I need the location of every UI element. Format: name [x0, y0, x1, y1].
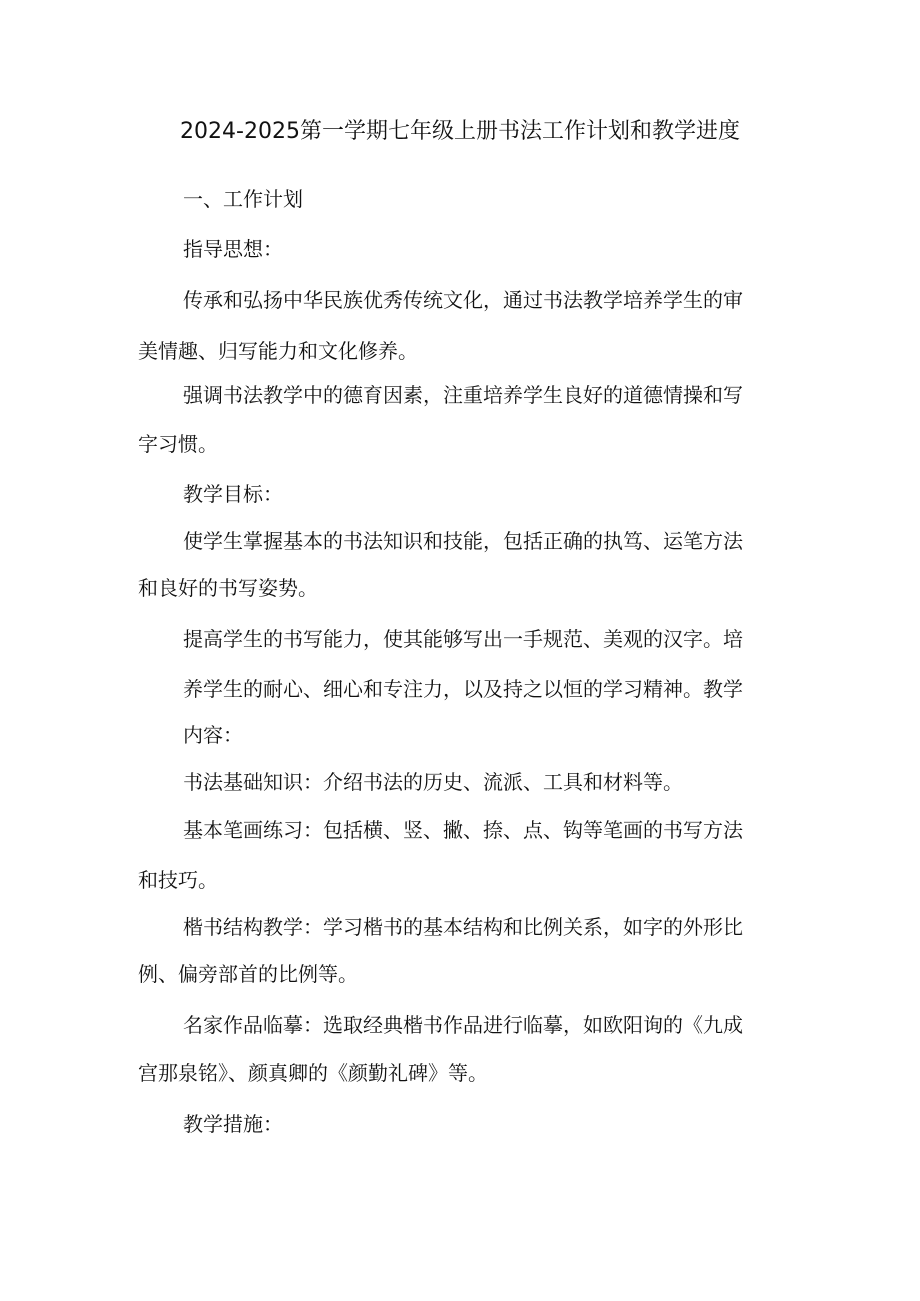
subheading-teaching-goals: 教学目标： — [183, 482, 283, 506]
subheading-teaching-measures: 教学措施： — [183, 1112, 283, 1136]
section-heading-work-plan: 一、工作计划 — [183, 187, 303, 211]
paragraph-line: 强调书法教学中的德育因素，注重培养学生良好的道德情操和写 — [183, 383, 743, 407]
paragraph-line: 书法基础知识：介绍书法的历史、流派、工具和材料等。 — [183, 770, 683, 794]
paragraph-line: 楷书结构教学：学习楷书的基本结构和比例关系，如字的外形比 — [183, 915, 743, 939]
paragraph-line: 名家作品临摹：选取经典楷书作品进行临摹，如欧阳询的《九成 — [183, 1013, 743, 1037]
paragraph-line: 字习惯。 — [138, 432, 218, 456]
paragraph-line: 例、偏旁部首的比例等。 — [138, 962, 358, 986]
subheading-guiding-ideology: 指导思想： — [183, 237, 283, 261]
paragraph-line: 宫那泉铭》、颜真卿的《颜勤礼碑》等。 — [138, 1061, 488, 1085]
paragraph-line: 传承和弘扬中华民族优秀传统文化，通过书法教学培养学生的审 — [183, 288, 743, 312]
paragraph-line: 基本笔画练习：包括横、竖、撇、捺、点、钩等笔画的书写方法 — [183, 818, 743, 842]
paragraph-line: 提高学生的书写能力，使其能够写出一手规范、美观的汉字。培 — [183, 627, 743, 651]
paragraph-line: 养学生的耐心、细心和专注力，以及持之以恒的学习精神。教学 — [183, 677, 743, 701]
paragraph-line: 和良好的书写姿势。 — [138, 576, 318, 600]
paragraph-line: 内容： — [183, 723, 243, 747]
paragraph-line: 和技巧。 — [138, 868, 218, 892]
paragraph-line: 美情趣、归写能力和文化修养。 — [138, 339, 418, 363]
paragraph-line: 使学生掌握基本的书法知识和技能，包括正确的执笃、运笔方法 — [183, 529, 743, 553]
document-title: 2024-2025第一学期七年级上册书法工作计划和教学进度 — [180, 119, 740, 144]
